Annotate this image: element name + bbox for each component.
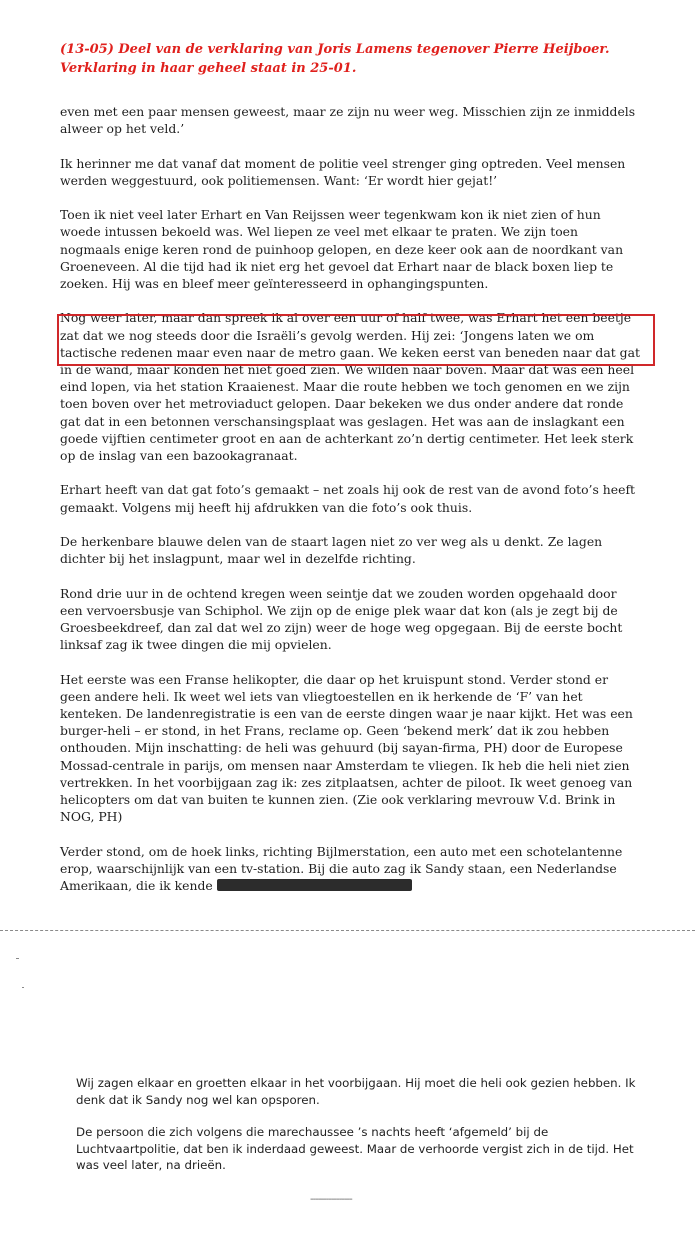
statement-page-1 <box>60 103 640 911</box>
paragraph-9 <box>60 843 640 895</box>
paragraph-9-text: Verder stond, om de hoek links, richting Bijlmerstation, een auto met een schotelantenne erop, waarschijnlijk van een tv-station. Bij die auto zag ik Sandy staan, een Nederlandse Amerikaan, die ik kende <box>60 843 623 894</box>
page2-paragraph-2: De persoon die zich volgens die marechaussee ’s nachts heeft ‘afgemeld’ bij de Luchtvaartpolitie, dat ben ik inderdaad geweest. Maar de verhoorde vergist zich in de tijd. Het was veel later, na drieën. <box>76 1125 634 1172</box>
scan-mark <box>16 958 19 959</box>
paragraph-3: Toen ik niet veel later Erhart en Van Reijssen weer tegenkwam kon ik niet zien of hun woede intussen bekoeld was. Wel liepen ze veel met elkaar te praten. We zijn toen nogmaals enige keren rond de puinhoop gelopen, en deze keer ook aan de noordkant van Groeneveen. Al die tijd had ik niet erg het gevoel dat Erhart naar de black boxen liep te zoeken. Hij was en bleef meer geïnteresseerd in ophangingspunten. <box>60 207 624 291</box>
paragraph-8: Het eerste was een Franse helikopter, die daar op het kruispunt stond. Verder stond er geen andere heli. Ik weet wel iets van vliegtoestellen en ik herkende de ‘F’ van het kenteken. De landenregistratie is een van de eerste dingen waar je naar kijkt. Het was een burger-heli – er stond, in het Frans, reclame op. Geen ‘bekend merk’ dat ik zou hebben onthouden. Mijn inschatting: de heli was gehuurd (bij sayan-firma, PH) door de Europese Mossad-centrale in parijs, om mensen naar Amsterdam te vliegen. Ik heb die heli niet zien vertrekken. In het voorbijgaan zag ik: zes zitplaatsen, achter de piloot. Ik weet genoeg van helicopters om dat van buiten te kunnen zien. (Zie ook verklaring mevrouw V.d. Brink in NOG, PH) <box>60 671 633 825</box>
paragraph-1: even met een paar mensen geweest, maar ze zijn nu weer weg. Misschien zijn ze inmiddels alweer op het veld.’ <box>60 104 636 137</box>
statement-page-2 <box>76 1075 636 1190</box>
scan-mark <box>22 987 24 988</box>
document-header <box>60 40 660 78</box>
paragraph-6: De herkenbare blauwe delen van de staart lagen niet zo ver weg als u denkt. Ze lagen dichter bij het inslagpunt, maar wel in dezelfde richting. <box>60 534 603 567</box>
highlight-box <box>57 314 655 366</box>
paragraph-2: Ik herinner me dat vanaf dat moment de politie veel strenger ging optreden. Veel mensen werden weggestuurd, ook politiemensen. Want: ‘Er wordt hier gejat!’ <box>60 155 626 188</box>
paragraph-7: Rond drie uur in de ochtend kregen ween seintje dat we zouden worden opgehaald door een vervoersbusje van Schiphol. We zijn op de enige plek waar dat kon (als je zegt bij de Groesbeekdreef, dan zal dat wel zo zijn) weer de hoge weg opgegaan. Bij de eerste bocht linksaf zag ik twee dingen die mij opvielen. <box>60 585 623 653</box>
redaction-bar <box>217 879 412 891</box>
paragraph-4: Nog weer later, maar dan spreek ik al over een uur of half twee, was Erhart het een beetje zat dat we nog steeds door die Israëli’s gevolg werden. Hij zei: ‘Jongens laten we om tactische redenen maar even naar de metro gaan. We keken eerst van beneden naar dat gat in de wand, maar konden het niet goed zien. We wilden naar boven. Maar dat was een heel eind lopen, via het station Kraaienest. Maar die route hebben we toch genomen en we zijn toen boven over het metroviaduct gelopen. Daar bekeken we dus onder andere dat ronde gat dat in een betonnen verschansingsplaat was geslagen. Het was aan de inslagkant een goede vijftien centimeter groot en aan de achterkant zo’n dertig centimeter. Het leek sterk op de inslag van een bazookagranaat. <box>60 310 640 464</box>
page-divider <box>0 930 695 931</box>
header-line-2: Verklaring in haar geheel staat in 25-01. <box>60 61 357 76</box>
paragraph-5: Erhart heeft van dat gat foto’s gemaakt – net zoals hij ook de rest van de avond foto’s heeft gemaakt. Volgens mij heeft hij afdrukken van die foto’s ook thuis. <box>60 482 636 515</box>
end-separator: ---------------- <box>310 1194 352 1205</box>
page2-paragraph-1: Wij zagen elkaar en groetten elkaar in het voorbijgaan. Hij moet die heli ook gezien hebben. Ik denk dat ik Sandy nog wel kan opsporen. <box>76 1076 636 1107</box>
header-line-1: (13-05) Deel van de verklaring van Joris Lamens tegenover Pierre Heijboer. <box>60 42 610 57</box>
